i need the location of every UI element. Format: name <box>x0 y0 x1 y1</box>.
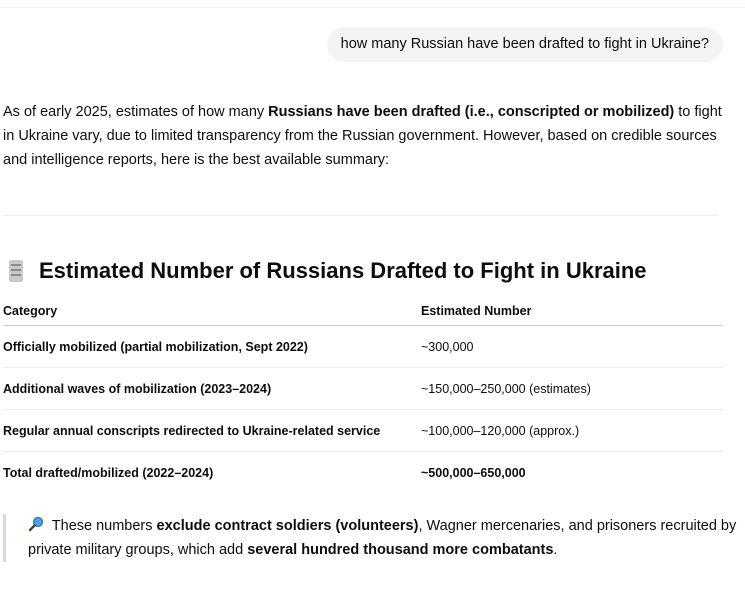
note-text-2: , Wagner mercenaries, and prisoners recruited by private military groups, which add <box>28 518 737 558</box>
table-row <box>3 368 723 410</box>
estimate-cell: ~100,000–120,000 (approx.) <box>421 410 723 452</box>
document-icon <box>3 259 29 283</box>
note-text-3: . <box>553 542 558 558</box>
estimate-cell: ~300,000 <box>421 326 723 368</box>
assistant-answer <box>3 100 725 172</box>
section-heading-text: Estimated Number of Russians Drafted to Fight in Ukraine <box>39 258 647 283</box>
section-heading <box>3 257 738 285</box>
intro-text-2: to fight in Ukraine vary, due to limited transparency from the Russian government. However, based on credible sources and intelligence reports, here is the best available summary: <box>3 104 722 168</box>
intro-paragraph <box>3 100 725 172</box>
note-blockquote <box>3 514 744 562</box>
user-message-bubble: how many Russian have been drafted to fight in Ukraine? <box>327 27 723 62</box>
column-header-category: Category <box>3 297 421 326</box>
category-cell: Regular annual conscripts redirected to Ukraine-related service <box>3 410 421 452</box>
note-bold-1: exclude contract soldiers (volunteers) <box>156 518 419 534</box>
category-cell: Officially mobilized (partial mobilization, Sept 2022) <box>3 326 421 368</box>
estimate-cell: ~150,000–250,000 (estimates) <box>421 368 723 410</box>
table-row <box>3 452 723 494</box>
estimates-table <box>3 297 723 493</box>
table-row <box>3 410 723 452</box>
section-divider <box>3 215 719 216</box>
column-header-estimate: Estimated Number <box>421 297 723 326</box>
note-text-1: These numbers <box>48 518 157 534</box>
intro-bold-1: Russians have been drafted (i.e., conscripted or mobilized) <box>268 104 675 120</box>
intro-text-1: As of early 2025, estimates of how many <box>3 104 269 120</box>
note-bold-2: several hundred thousand more combatants <box>247 542 554 558</box>
magnifier-icon <box>28 516 44 532</box>
table-row <box>3 326 723 368</box>
category-cell: Total drafted/mobilized (2022–2024) <box>3 465 214 480</box>
top-divider <box>0 7 745 8</box>
table-header-row <box>3 297 723 326</box>
user-message-row <box>327 27 723 62</box>
estimate-cell: ~500,000–650,000 <box>421 465 526 480</box>
category-cell: Additional waves of mobilization (2023–2024) <box>3 368 421 410</box>
